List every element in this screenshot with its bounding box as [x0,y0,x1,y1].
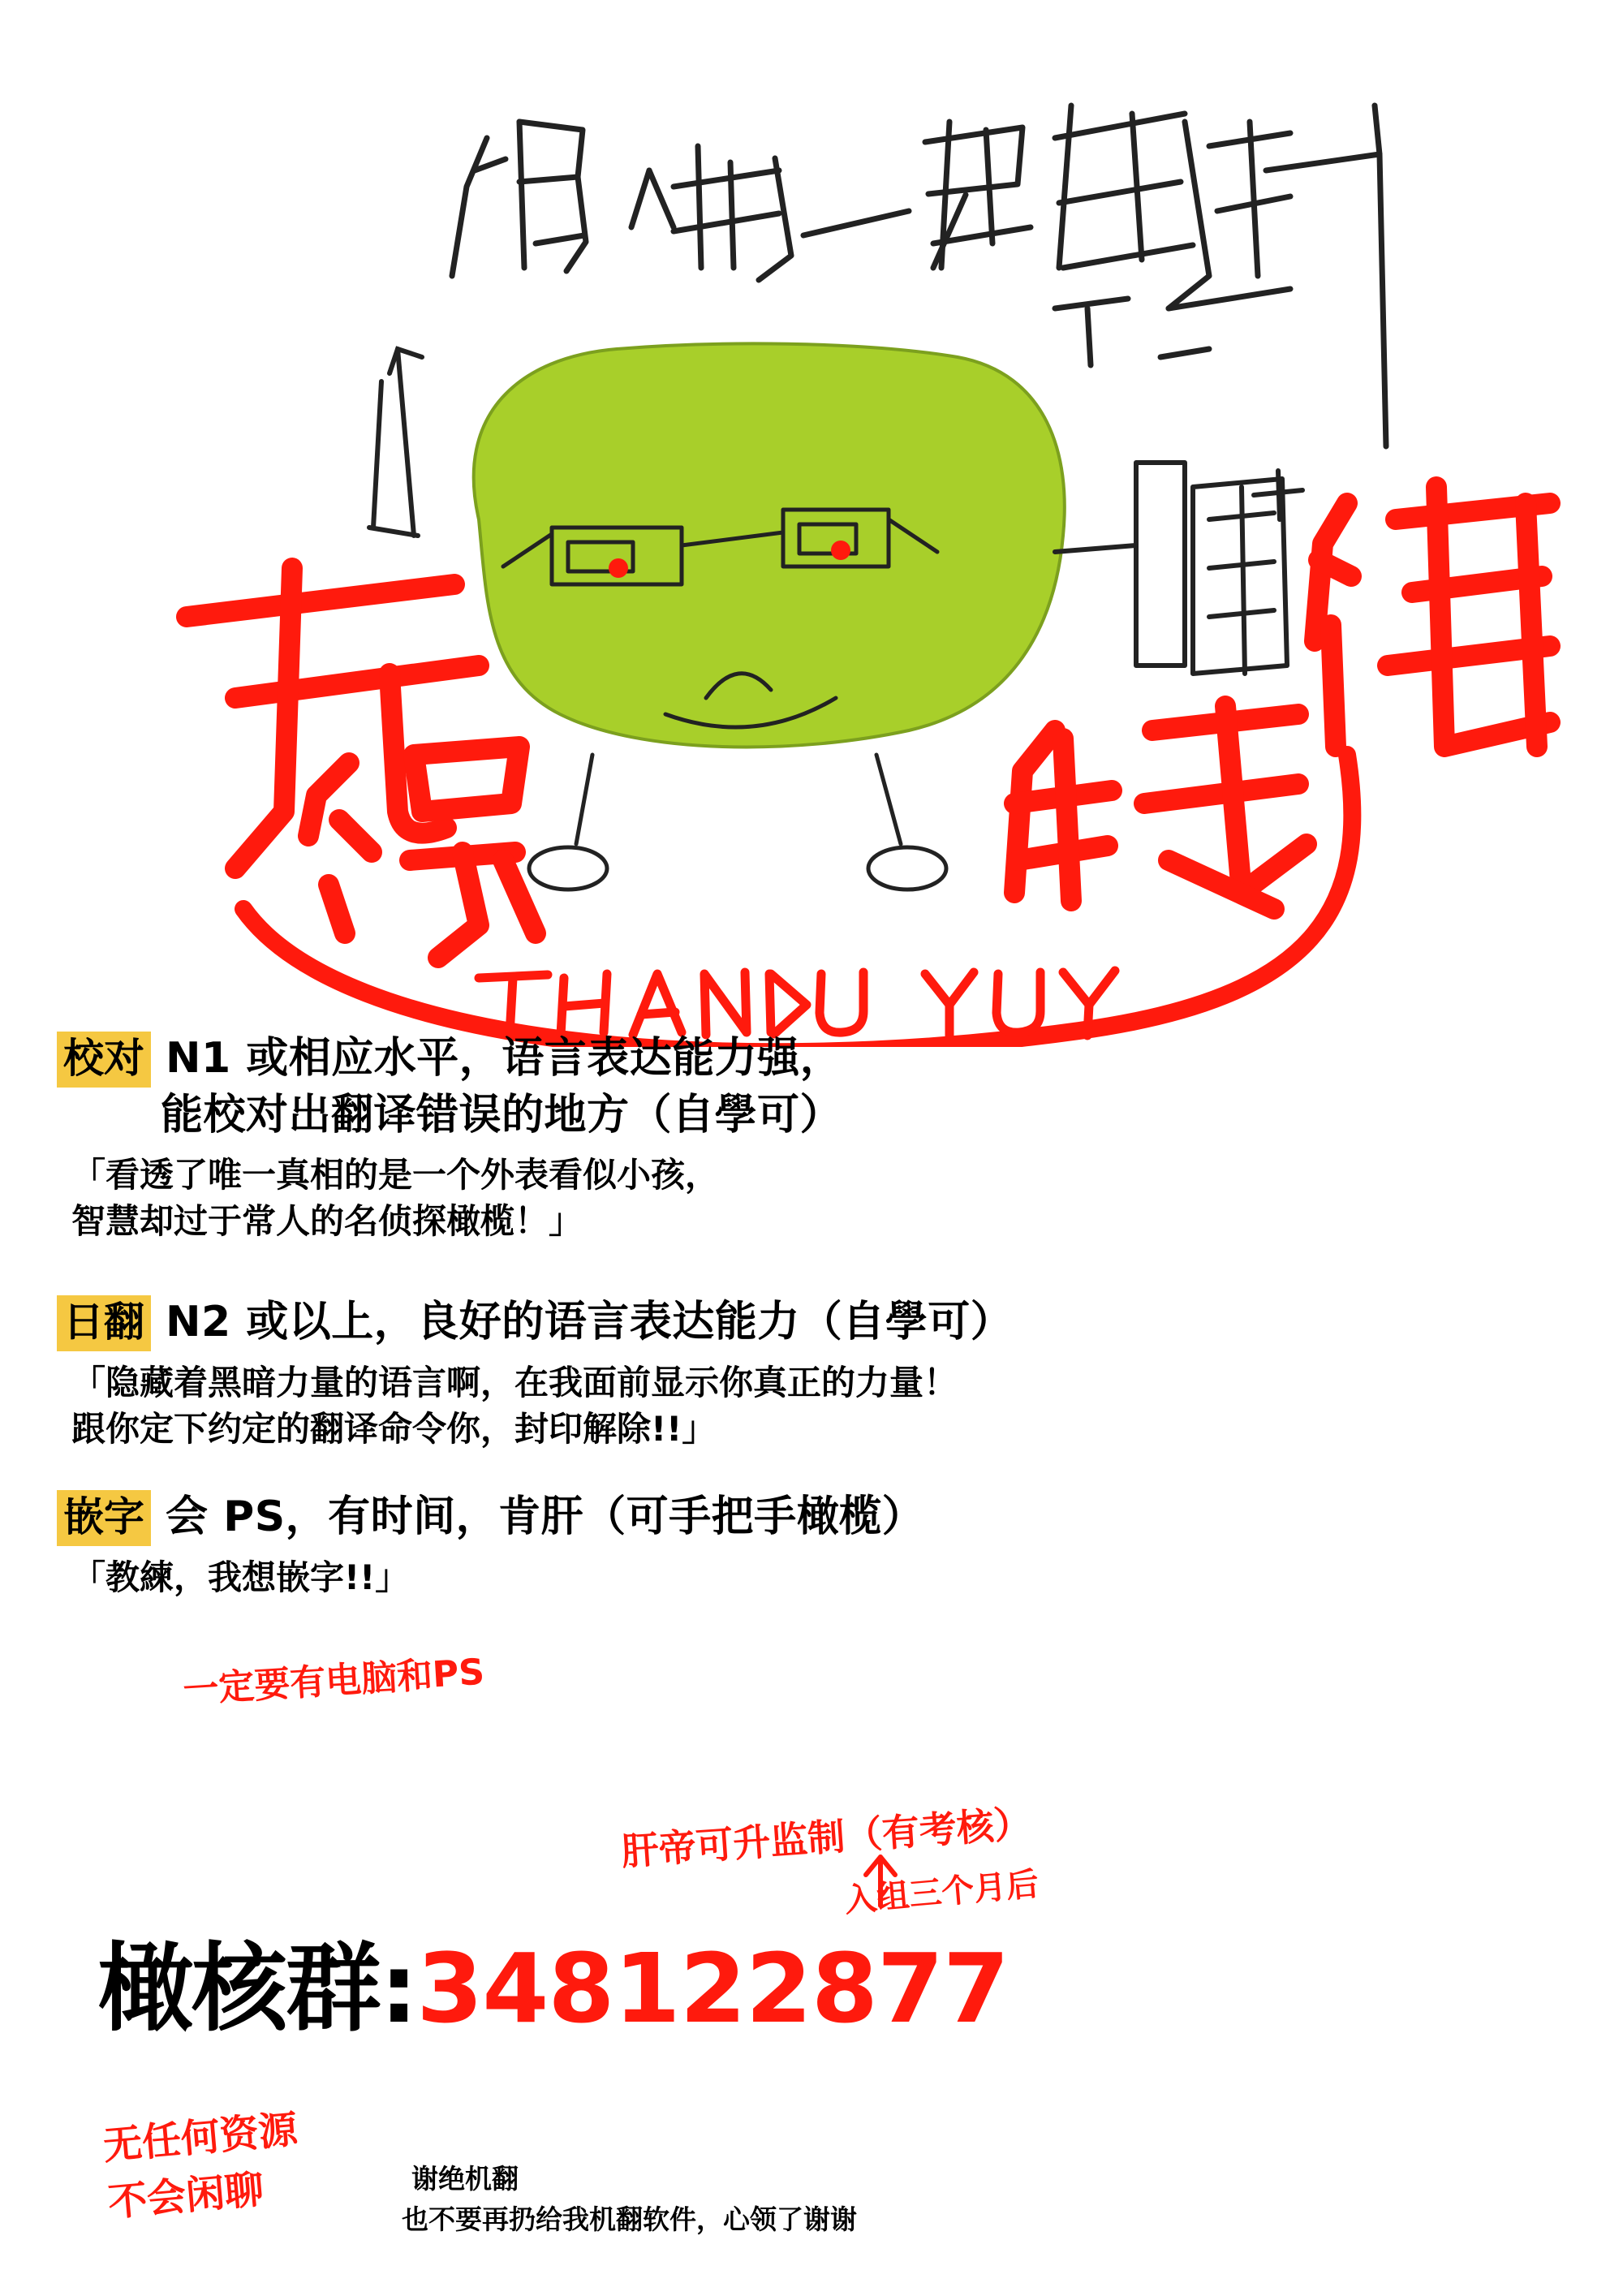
olive-eye-left [609,558,628,578]
role-quote-typesetting [57,1554,1623,1600]
section-japanese-translation [0,1294,1623,1452]
footer-line-1: 谢绝机翻 [411,2163,519,2195]
olive-legs [529,755,946,890]
section-proofreading [0,1031,1623,1244]
handwritten-arrow-icon [856,1850,905,1907]
quote-line: 跟你定下约定的翻译命令你，封印解除!!」 [71,1408,717,1449]
handwritten-note-need-pc: 一定要有电脑和PS [182,1651,486,1712]
role-headline-line1: N1 或相应水平，语言表达能力强， [166,1034,843,1083]
sketch-arm-left [369,349,422,536]
handwritten-line: 无任何资源 [101,2106,299,2169]
section-header [57,1294,1623,1351]
role-quote-japanese [57,1359,1623,1452]
role-tag-typesetting: 嵌字 [57,1490,151,1546]
role-tag-japanese: 日翻 [57,1295,151,1351]
quote-line: 智慧却过于常人的名侦探橄榄！」 [71,1200,583,1241]
role-headline-typesetting: 会 PS，有时间，肯肝（可手把手橄榄） [166,1493,925,1542]
qq-group-number[interactable]: 348122877 [416,1932,1010,2044]
illustration-area [0,0,1623,1047]
quote-line: 「看透了唯一真相的是一个外表看似小孩， [71,1154,720,1195]
role-tag-proofreading: 校对 [57,1032,151,1088]
footer-notes [402,2159,857,2239]
olive-eye-right [831,541,850,560]
handwritten-note-three-months: 入组三个月后 [842,1865,1040,1920]
handwritten-note-promotion: 肝帝可升监制（有考核） [619,1801,1033,1874]
footer-line-2: 也不要再扔给我机翻软件，心领了谢谢 [402,2203,857,2235]
thank-you-text [479,971,1115,1036]
qq-group-line [97,1911,1009,2049]
sketch-right-object [1055,463,1302,674]
recruitment-sections [0,1031,1623,1600]
quote-line: 「教練，我想嵌字!!」 [71,1557,410,1598]
role-headline-line2: 能校对出翻译错误的地方（自學可） [161,1091,843,1139]
section-header [57,1489,1623,1546]
handwritten-line: 不会闲聊 [105,2166,266,2225]
quote-line: 「隐藏着黑暗力量的语言啊，在我面前显示你真正的力量！ [71,1362,958,1402]
section-header [57,1031,1623,1088]
handwritten-note-no-resources [101,2102,304,2232]
qq-group-label: 橄核群: [97,1932,417,2044]
role-headline-japanese: N2 或以上，良好的语言表达能力（自學可） [166,1297,1014,1346]
role-quote-proofreading [57,1152,1623,1244]
section-typesetting [0,1489,1623,1600]
